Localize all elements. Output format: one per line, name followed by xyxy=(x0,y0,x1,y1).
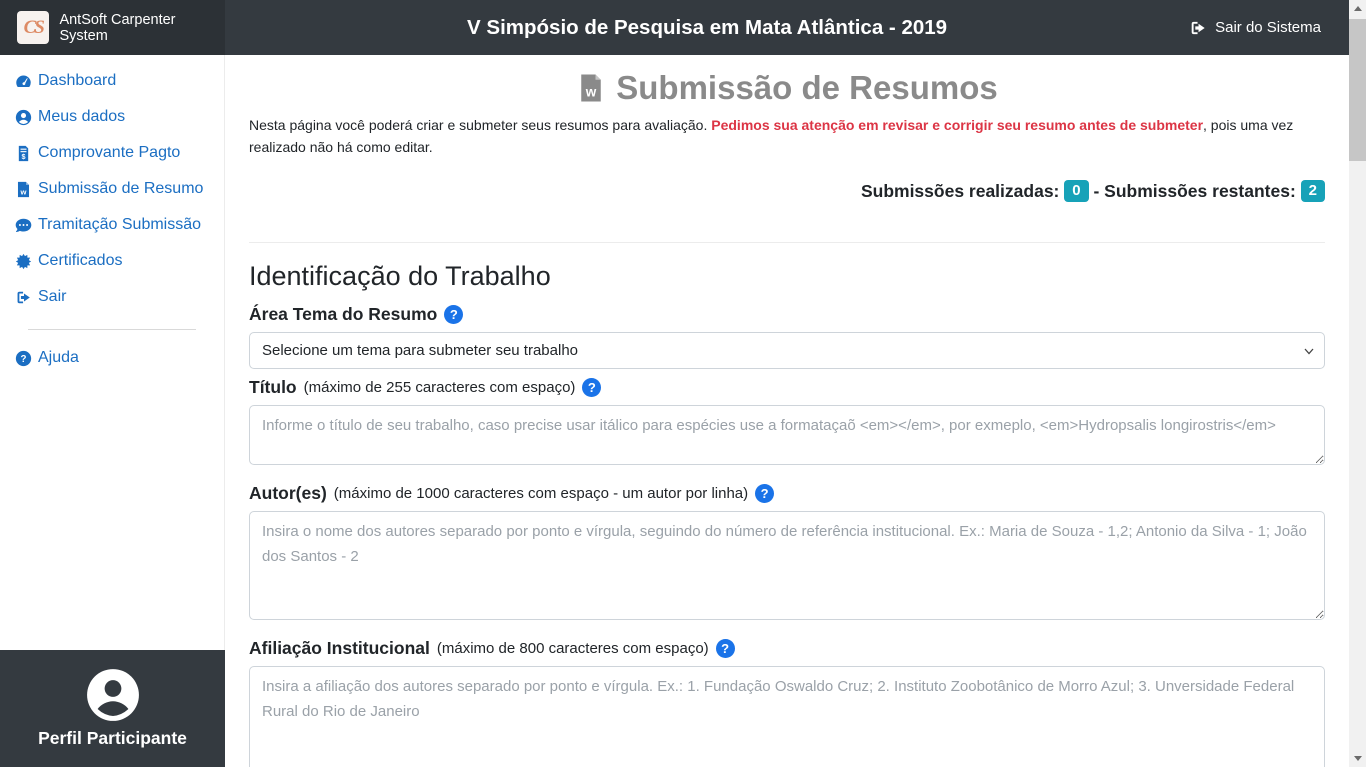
afiliacao-hint: (máximo de 800 caracteres com espaço) xyxy=(436,640,709,658)
help-icon[interactable]: ? xyxy=(444,305,463,324)
logout-button[interactable] xyxy=(1189,19,1321,37)
intro-after: , pois uma vez realizado não há como editar. xyxy=(249,117,1294,155)
tema-select-wrap xyxy=(249,332,1325,369)
main-content xyxy=(226,55,1349,767)
autores-hint: (máximo de 1000 caracteres com espaço - um autor por linha) xyxy=(333,485,749,503)
scroll-down-button[interactable] xyxy=(1349,750,1366,767)
sidebar-item-label: Certificados xyxy=(38,252,123,269)
certificate-icon xyxy=(15,253,32,270)
user-avatar-icon xyxy=(86,668,140,722)
sidebar-item-tramitacao[interactable] xyxy=(0,207,224,243)
page-title-text: Submissão de Resumos xyxy=(616,69,998,106)
afiliacao-textarea[interactable] xyxy=(249,666,1325,767)
titulo-textarea[interactable] xyxy=(249,405,1325,465)
event-title: V Simpósio de Pesquisa em Mata Atlântica - 2019 xyxy=(467,15,948,39)
submissions-done-label: Submissões realizadas: xyxy=(860,181,1060,202)
file-word-icon xyxy=(576,73,606,103)
sidebar xyxy=(0,55,225,767)
autores-label: Autor(es) xyxy=(249,483,327,504)
section-divider xyxy=(249,242,1325,243)
app-logo-icon xyxy=(17,11,49,44)
intro-warning: Pedimos sua atenção em revisar e corrigir seu resumo antes de submeter xyxy=(711,117,1204,133)
tachometer-icon xyxy=(15,73,32,90)
svg-text:?: ? xyxy=(20,353,27,365)
sidebar-item-label: Comprovante Pagto xyxy=(38,144,181,161)
vertical-scrollbar[interactable] xyxy=(1349,0,1366,767)
autores-label-row xyxy=(249,483,1325,504)
submissions-done-badge: 0 xyxy=(1064,180,1088,202)
submission-counters xyxy=(249,180,1325,202)
scroll-up-button[interactable] xyxy=(1349,0,1366,17)
afiliacao-label-row xyxy=(249,638,1325,659)
submissions-remaining-badge: 2 xyxy=(1301,180,1325,202)
help-icon[interactable]: ? xyxy=(582,378,601,397)
sign-out-icon xyxy=(15,289,32,306)
comment-dots-icon xyxy=(15,217,32,234)
sidebar-item-meus-dados[interactable] xyxy=(0,99,224,135)
question-circle-icon xyxy=(15,350,32,367)
chevron-down-icon xyxy=(1354,756,1362,761)
titulo-label-row xyxy=(249,377,1325,398)
top-navbar xyxy=(0,0,1349,55)
help-icon[interactable]: ? xyxy=(755,484,774,503)
logo-text: CS xyxy=(23,16,43,38)
file-word-icon xyxy=(15,181,32,198)
svg-text:w: w xyxy=(586,84,597,100)
profile-panel xyxy=(0,650,225,767)
sidebar-item-certificados[interactable] xyxy=(0,243,224,279)
sidebar-item-sair[interactable] xyxy=(0,279,224,315)
autores-textarea[interactable] xyxy=(249,511,1325,620)
brand-name: AntSoft Carpenter System xyxy=(59,11,176,44)
intro-before: Nesta página você poderá criar e submeter seus resumos para avaliação. xyxy=(249,117,712,133)
brand-area[interactable] xyxy=(0,0,225,55)
svg-text:$: $ xyxy=(21,151,26,161)
sidebar-item-dashboard[interactable] xyxy=(0,63,224,99)
titulo-label: Título xyxy=(249,377,297,398)
svg-text:w: w xyxy=(20,186,27,196)
help-icon[interactable]: ? xyxy=(716,639,735,658)
chevron-up-icon xyxy=(1354,6,1362,11)
file-invoice-dollar-icon xyxy=(15,145,32,162)
sidebar-item-label: Submissão de Resumo xyxy=(38,180,204,197)
sidebar-divider xyxy=(28,329,196,330)
tema-select[interactable] xyxy=(249,332,1325,369)
scrollbar-thumb[interactable] xyxy=(1349,19,1366,161)
sidebar-item-label: Sair xyxy=(38,288,67,305)
sign-out-icon xyxy=(1189,19,1207,37)
logout-label: Sair do Sistema xyxy=(1215,19,1321,36)
sidebar-item-submissao[interactable] xyxy=(0,171,224,207)
page-title xyxy=(249,69,1325,107)
titulo-hint: (máximo de 255 caracteres com espaço) xyxy=(303,379,576,397)
counters-separator: - xyxy=(1093,181,1100,202)
afiliacao-label: Afiliação Institucional xyxy=(249,638,430,659)
submissions-remaining-label: Submissões restantes: xyxy=(1104,181,1296,202)
user-circle-icon xyxy=(15,109,32,126)
sidebar-item-ajuda[interactable] xyxy=(0,340,224,376)
sidebar-item-label: Dashboard xyxy=(38,72,117,89)
sidebar-item-comprovante[interactable] xyxy=(0,135,224,171)
profile-label: Perfil Participante xyxy=(38,728,187,748)
tema-label-row xyxy=(249,304,1325,325)
sidebar-item-label: Ajuda xyxy=(38,349,79,366)
intro-text xyxy=(249,115,1325,158)
sidebar-item-label: Meus dados xyxy=(38,108,126,125)
tema-label: Área Tema do Resumo xyxy=(249,304,438,325)
sidebar-item-label: Tramitação Submissão xyxy=(38,216,202,233)
section-title: Identificação do Trabalho xyxy=(249,261,551,292)
